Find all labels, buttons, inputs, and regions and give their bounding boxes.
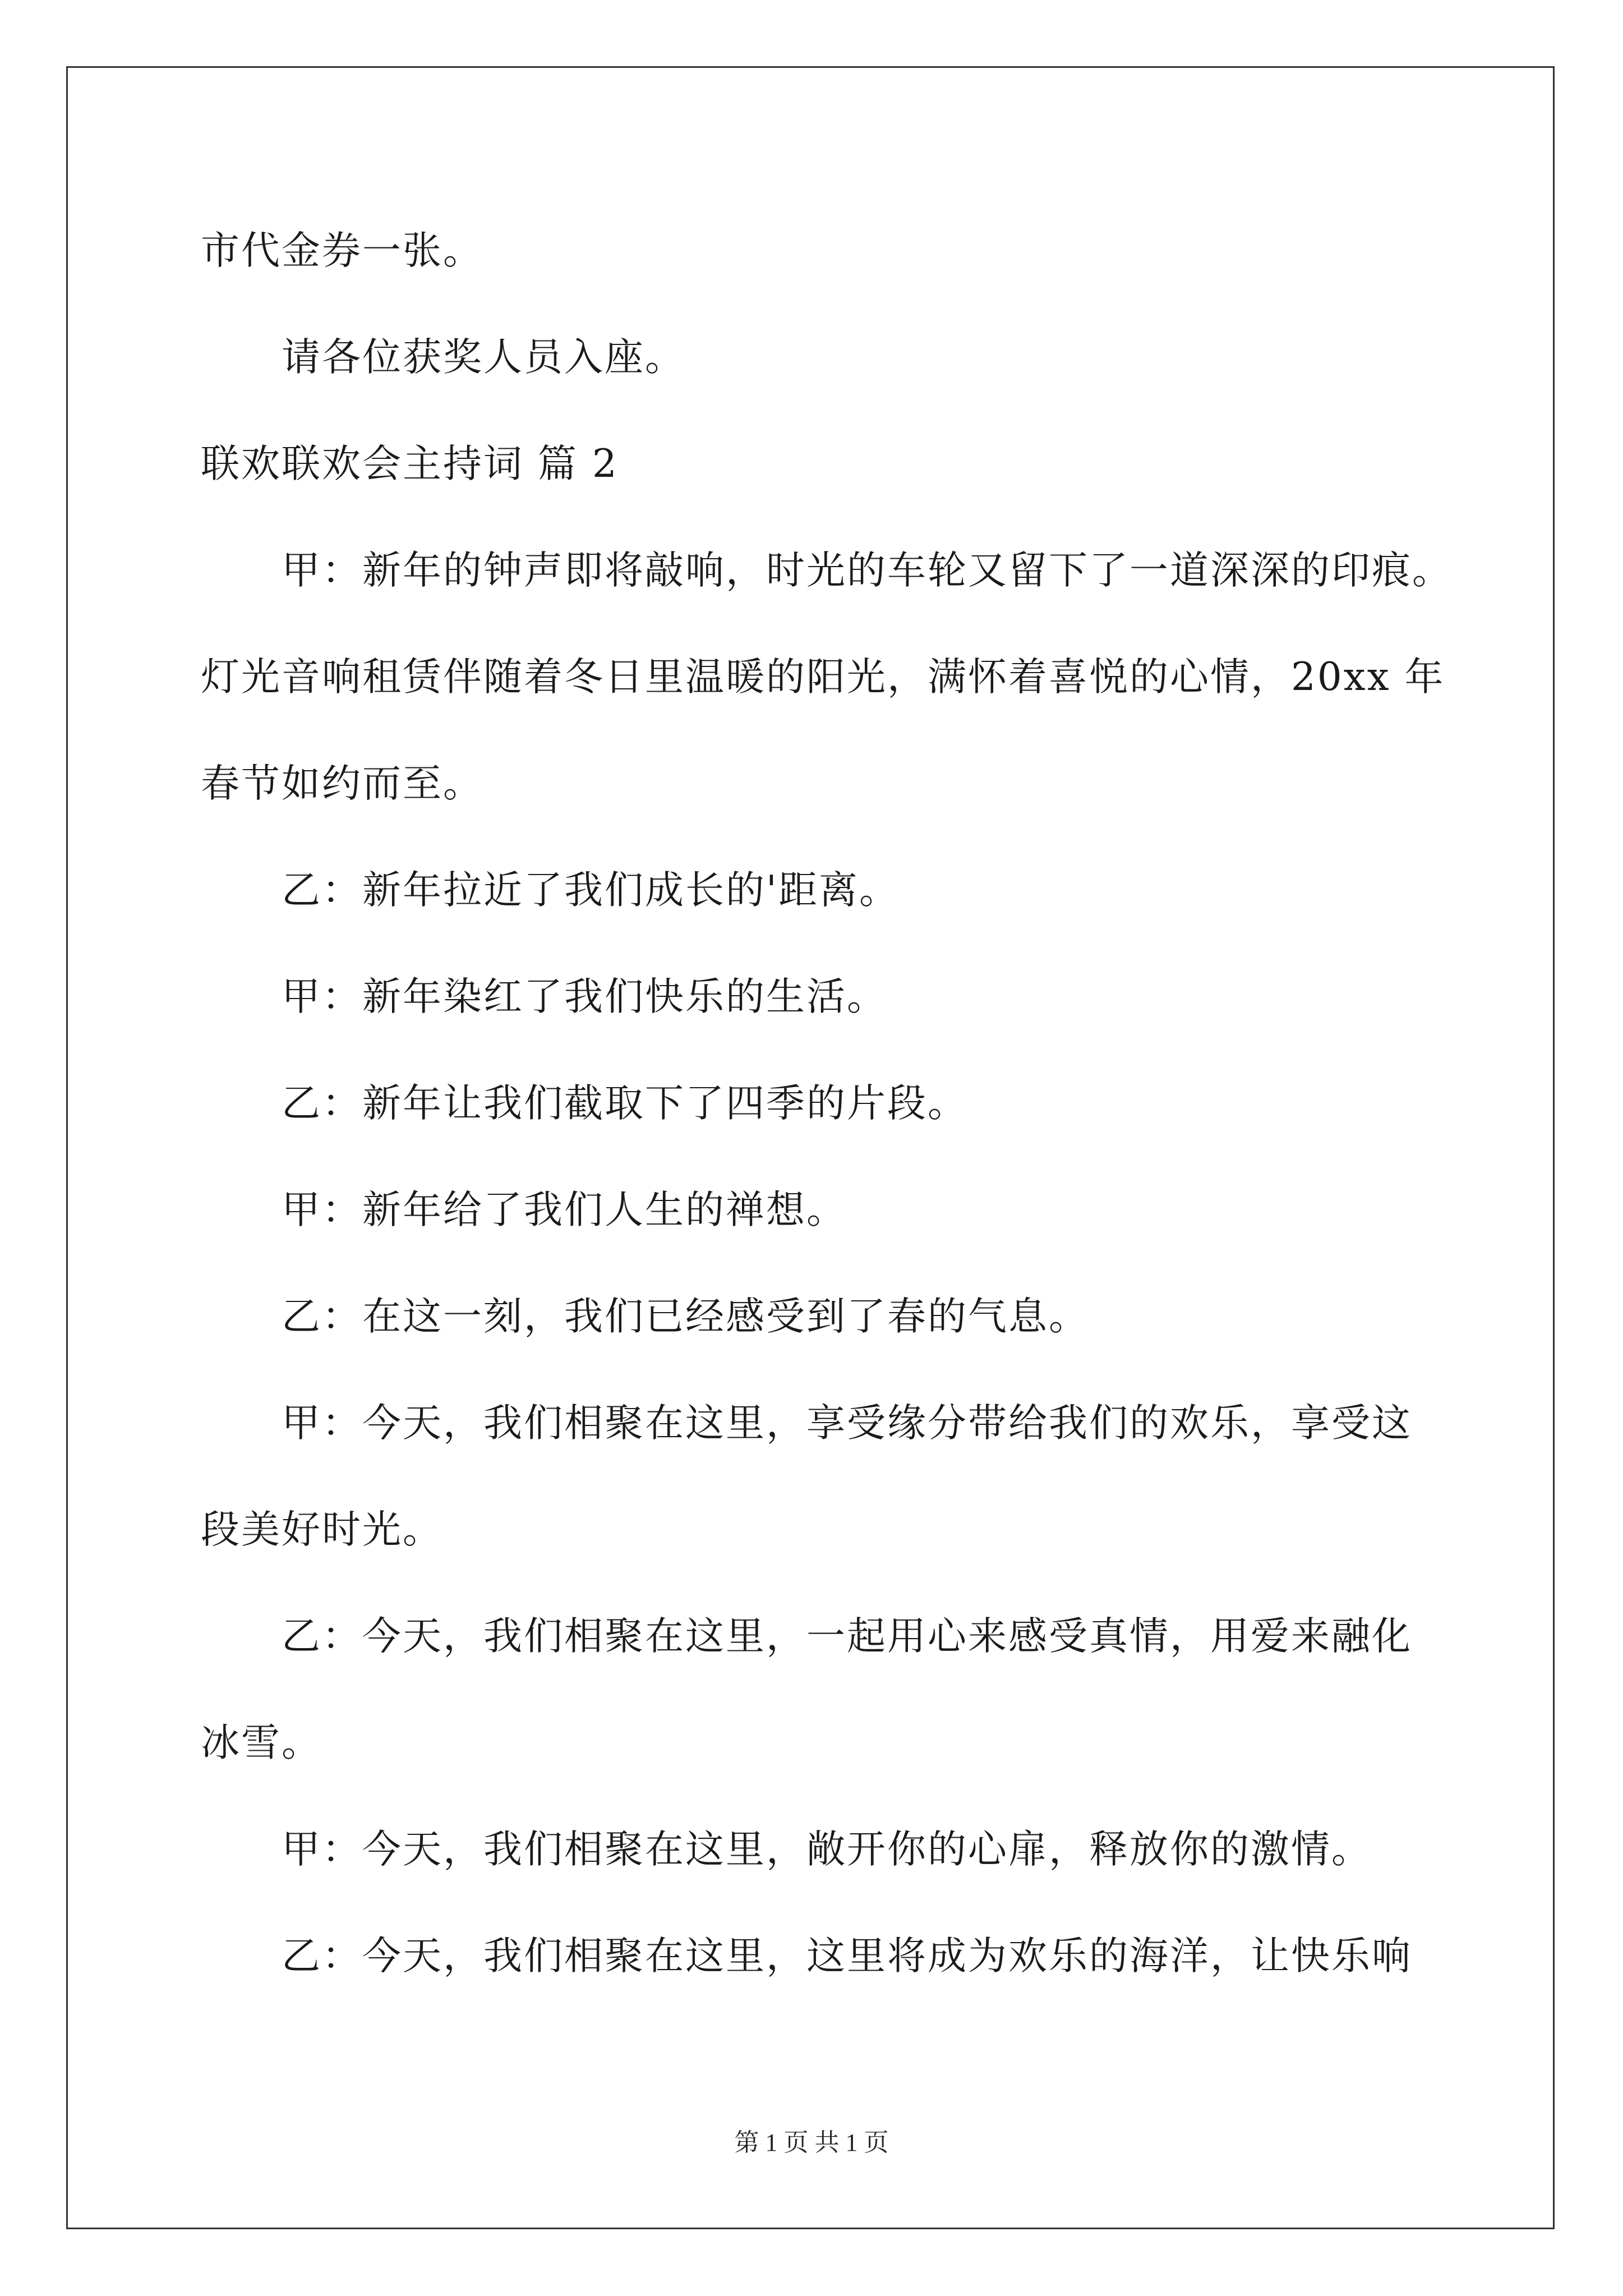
paragraph-line: 甲：新年染红了我们快乐的生活。 xyxy=(282,974,887,1019)
paragraph-line: 乙：在这一刻，我们已经感受到了春的气息。 xyxy=(282,1294,1089,1339)
paragraph-line: 甲：新年给了我们人生的禅想。 xyxy=(282,1188,847,1232)
paragraph-line: 乙：新年拉近了我们成长的'距离。 xyxy=(282,868,900,913)
paragraph-line: 春节如约而至。 xyxy=(201,761,483,806)
paragraph-line: 段美好时光。 xyxy=(201,1507,443,1552)
paragraph-line: 灯光音响租赁伴随着冬日里温暖的阳光，满怀着喜悦的心情，20xx 年 xyxy=(201,655,1445,700)
paragraph-line: 乙：新年让我们截取下了四季的片段。 xyxy=(282,1081,968,1126)
paragraph-line: 乙：今天，我们相聚在这里，这里将成为欢乐的海洋，让快乐响 xyxy=(282,1934,1412,1978)
paragraph-line: 市代金券一张。 xyxy=(201,228,483,273)
paragraph-line: 甲：今天，我们相聚在这里，享受缘分带给我们的欢乐，享受这 xyxy=(282,1401,1412,1446)
section-heading: 联欢联欢会主持词 篇 2 xyxy=(201,441,619,486)
paragraph-line: 请各位获奖人员入座。 xyxy=(282,335,685,380)
paragraph-line: 冰雪。 xyxy=(201,1720,322,1765)
paragraph-line: 甲：新年的钟声即将敲响，时光的车轮又留下了一道深深的印痕。 xyxy=(282,548,1453,593)
page-border xyxy=(66,66,1555,2229)
paragraph-line: 甲：今天，我们相聚在这里，敞开你的心扉，释放你的激情。 xyxy=(282,1827,1372,1872)
paragraph-line: 乙：今天，我们相聚在这里，一起用心来感受真情，用爱来融化 xyxy=(282,1614,1412,1659)
page-footer: 第 1 页 共 1 页 xyxy=(734,2129,889,2156)
